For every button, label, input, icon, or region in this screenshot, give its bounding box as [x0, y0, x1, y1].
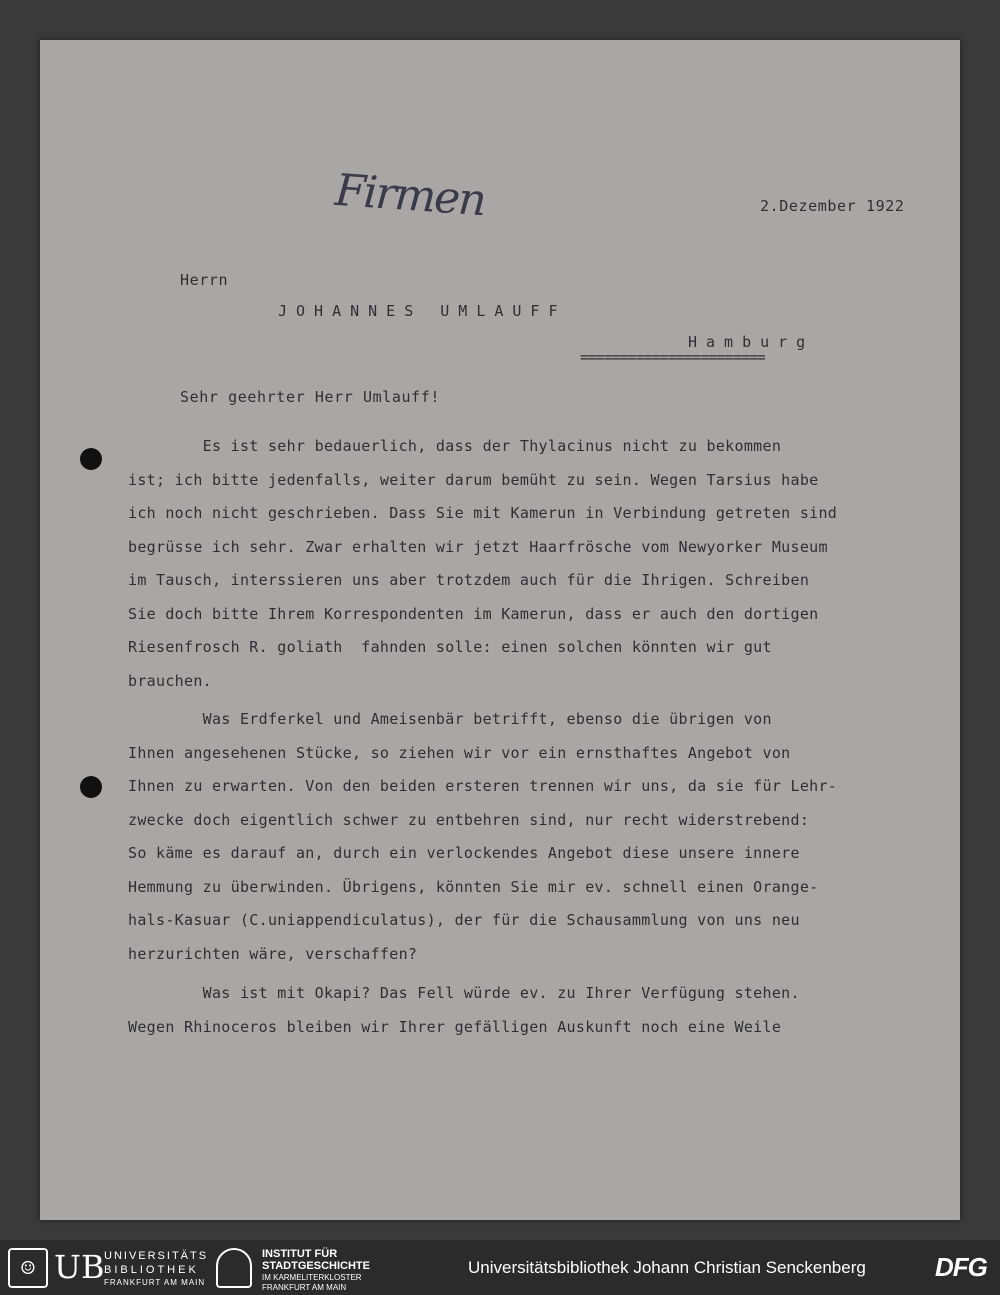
institute-line-2: STADTGESCHICHTE: [262, 1260, 370, 1272]
text-line: herzurichten wäre, verschaffen?: [128, 944, 418, 963]
text-line: Ihnen angesehenen Stücke, so ziehen wir vor ein ernsthaftes Angebot von: [128, 743, 791, 762]
recipient-name: JOHANNES UMLAUFF: [278, 302, 567, 320]
text-line: begrüsse ich sehr. Zwar erhalten wir jetzt Haarfrösche vom Newyorker Museum: [128, 537, 828, 556]
letter-date: 2.Dezember 1922: [760, 197, 905, 215]
text-line: hals-Kasuar (C.uniappendiculatus), der für die Schausammlung von uns neu: [128, 911, 800, 929]
text-line: brauchen.: [128, 671, 212, 690]
text-line: Sie doch bitte Ihrem Korrespondenten im Kamerun, dass er auch den dortigen: [128, 604, 819, 623]
ub-logo-letters: UB: [54, 1248, 105, 1286]
punch-hole-bottom: [80, 776, 102, 798]
footer-title: Universitätsbibliothek Johann Christian Senckenberg: [468, 1258, 866, 1277]
footer-bar: [0, 1240, 1000, 1295]
greeting: Sehr geehrter Herr Umlauff!: [180, 388, 441, 406]
institute-line-3: IM KARMELITERKLOSTER: [262, 1273, 362, 1282]
text-line: Was ist mit Okapi? Das Fell würde ev. zu Ihrer Verfügung stehen.: [128, 984, 800, 1002]
institute-line-1: INSTITUT FÜR: [262, 1248, 338, 1260]
paragraph-1: [128, 430, 943, 698]
ub-line-3: FRANKFURT AM MAIN: [104, 1278, 206, 1287]
text-line: ich noch nicht geschrieben. Dass Sie mit Kamerun in Verbindung getreten sind: [128, 504, 838, 522]
handwritten-note: Firmen: [333, 164, 487, 227]
salutation-title: Herrn: [180, 271, 229, 289]
ub-line-1: UNIVERSITÄTS: [104, 1250, 209, 1262]
paragraph-2: [128, 703, 943, 971]
city-underline: =======================: [580, 348, 765, 366]
recipient-city: Hamburg: [688, 333, 815, 351]
text-line: Was Erdferkel und Ameisenbär betrifft, ebenso die übrigen von: [128, 710, 772, 728]
text-line: Wegen Rhinoceros bleiben wir Ihrer gefälligen Auskunft noch eine Weile: [128, 1017, 782, 1036]
text-line: ist; ich bitte jedenfalls, weiter darum bemüht zu sein. Wegen Tarsius habe: [128, 470, 819, 489]
text-line: im Tausch, interssieren uns aber trotzdem auch für die Ihrigen. Schreiben: [128, 571, 810, 589]
paragraph-3: [128, 977, 943, 1044]
punch-hole-top: [80, 448, 102, 470]
dfg-logo: DFG: [935, 1252, 987, 1282]
text-line: zwecke doch eigentlich schwer zu entbehren sind, nur recht widerstrebend:: [128, 810, 810, 829]
text-line: Hemmung zu überwinden. Übrigens, könnten Sie mir ev. schnell einen Orange-: [128, 877, 819, 896]
text-line: So käme es darauf an, durch ein verlockendes Angebot diese unsere innere: [128, 844, 800, 862]
carmelite-arch-icon: [216, 1248, 252, 1288]
text-line: Riesenfrosch R. goliath fahnden solle: einen solchen könnten wir gut: [128, 638, 772, 656]
institute-line-4: FRANKFURT AM MAIN: [262, 1283, 347, 1292]
text-line: Es ist sehr bedauerlich, dass der Thylacinus nicht zu bekommen: [128, 437, 782, 455]
text-line: Ihnen zu erwarten. Von den beiden ersteren trennen wir uns, da sie für Lehr-: [128, 777, 838, 795]
ub-portrait-icon: ☺: [8, 1248, 48, 1288]
ub-line-2: BIBLIOTHEK: [104, 1264, 199, 1276]
